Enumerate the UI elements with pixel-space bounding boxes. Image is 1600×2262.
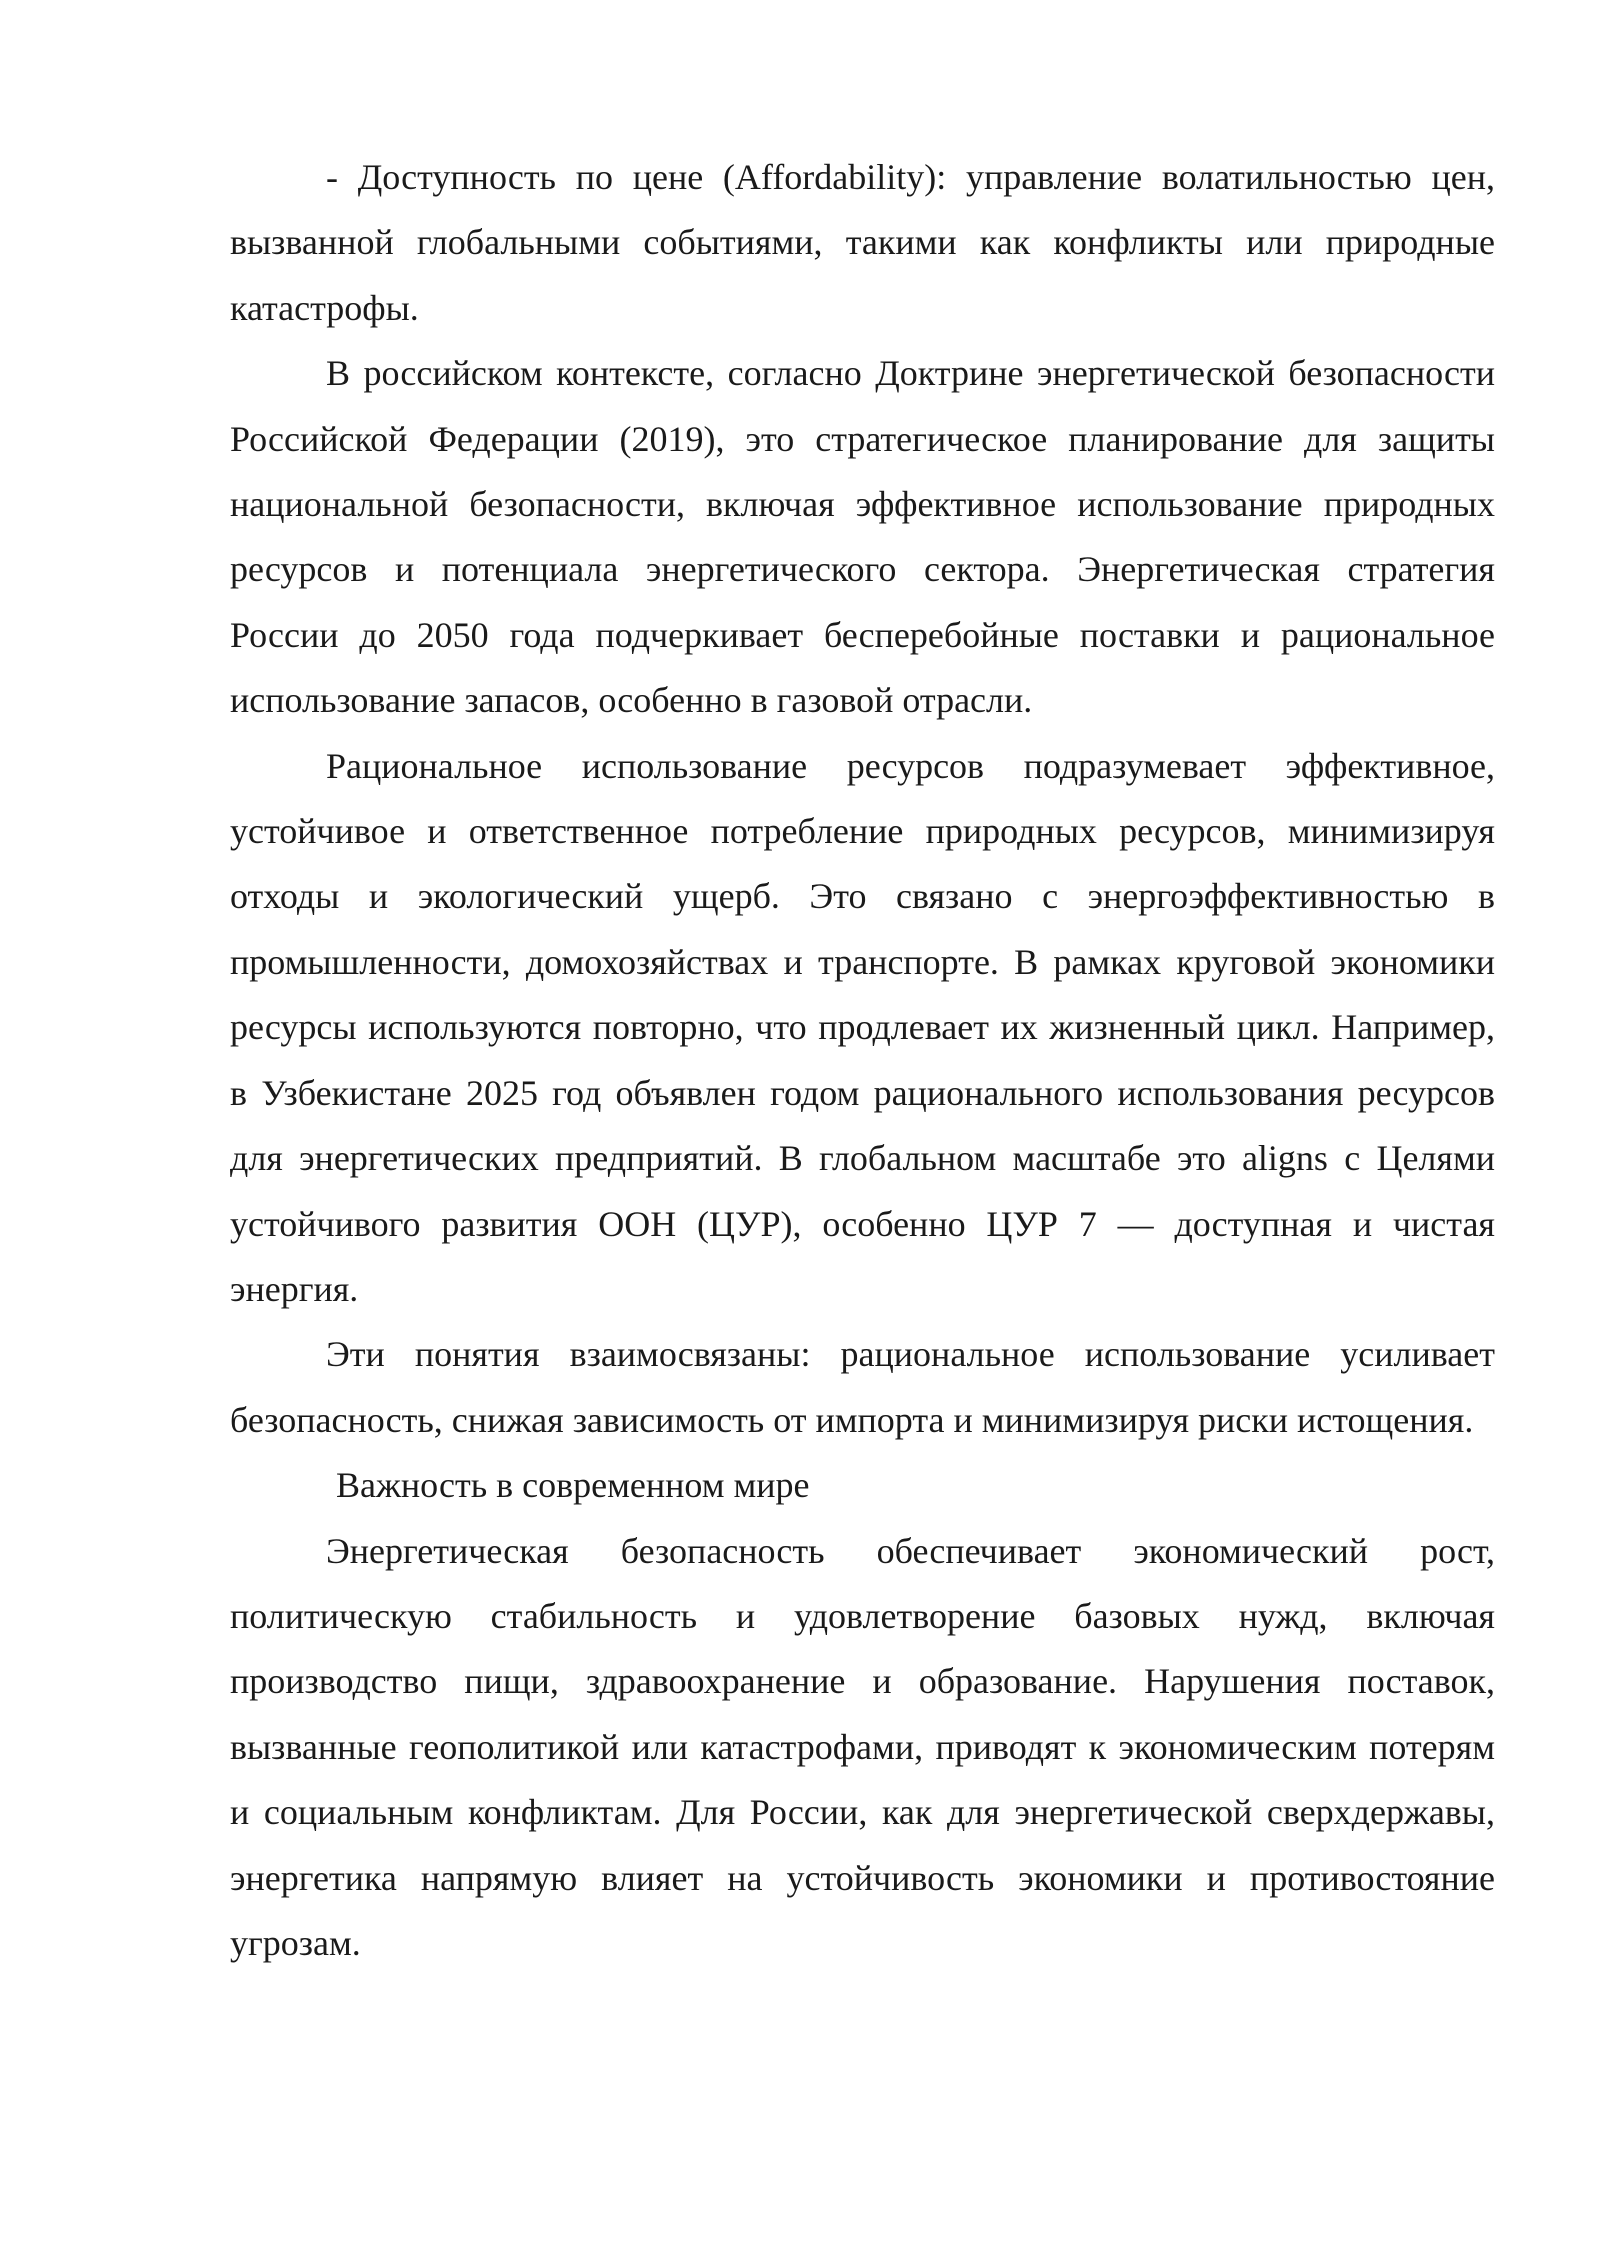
paragraph-russian-context: В российском контексте, согласно Доктрине энергетической безопасности Российской Федерации (2019), это стратегическое планирование для защиты национальной безопасности, включая эффективное использование природных ресурсов и потенциала энергетического сектора. Энергетическая стратегия России до 2050 года подчеркивает бесперебойные поставки и рациональное использование запасов, особенно в газовой отрасли.	[230, 353, 1495, 721]
document-body	[230, 145, 1495, 1976]
paragraph-rational-use: Рациональное использование ресурсов подразумевает эффективное, устойчивое и ответственное потребление природных ресурсов, минимизируя отходы и экологический ущерб. Это связано с энергоэффективностью в промышленности, домохозяйствах и транспорте. В рамках круговой экономики ресурсы используются повторно, что продлевает их жизненный цикл. Например, в Узбекистане 2025 год объявлен годом рационального использования ресурсов для энергетических предприятий. В глобальном масштабе это aligns с Целями устойчивого развития ООН (ЦУР), особенно ЦУР 7 — доступная и чистая энергия.	[230, 745, 1495, 1309]
paragraph-importance: Энергетическая безопасность обеспечивает экономический рост, политическую стабильность и удовлетворение базовых нужд, включая производство пищи, здравоохранение и образование. Нарушения поставок, вызванные геополитикой или катастрофами, приводят к экономическим потерям и социальным конфликтам. Для России, как для энергетической сверхдержавы, энергетика напрямую влияет на устойчивость экономики и противостояние угрозам.	[230, 1530, 1495, 1963]
paragraph-affordability: - Доступность по цене (Affordability): управление волатильностью цен, вызванной глобальными событиями, такими как конфликты или природные катастрофы.	[230, 157, 1495, 328]
paragraph-interconnection: Эти понятия взаимосвязаны: рациональное использование усиливает безопасность, снижая зависимость от импорта и минимизируя риски истощения.	[230, 1334, 1495, 1440]
section-heading: Важность в современном мире	[336, 1465, 810, 1506]
